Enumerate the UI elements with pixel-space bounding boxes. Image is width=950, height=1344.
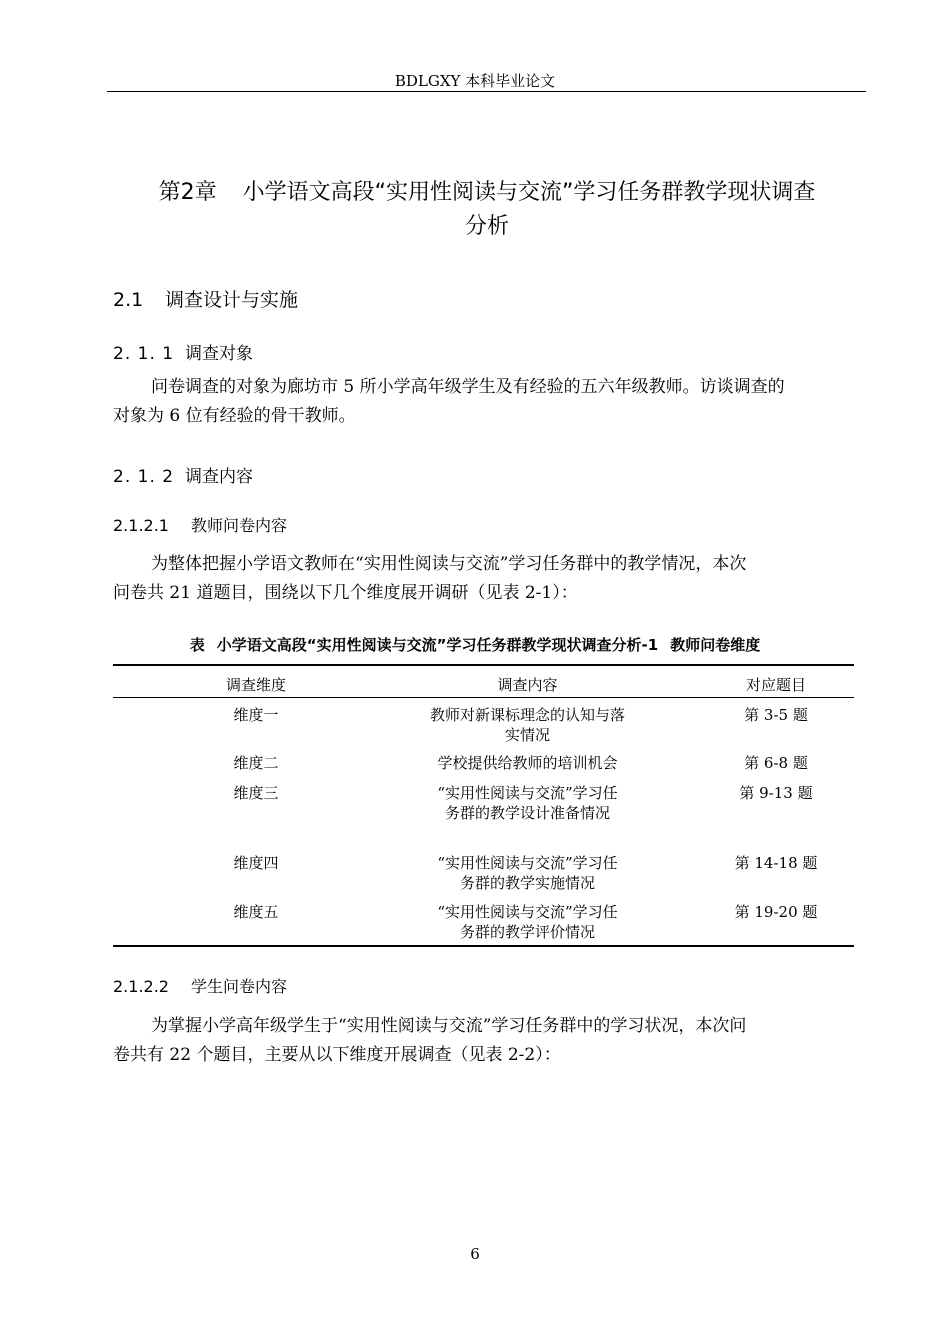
table-cell-dimension: 维度一 [233,706,279,724]
table-cell-content: 教师对新课标理念的认知与落 实情况 [429,706,625,744]
table-header-rule [113,697,854,698]
table-cell-items: 第 19-20 题 [734,903,818,921]
table-cell-items: 第 3-5 题 [744,706,808,724]
paragraph-teacher-questionnaire: 为整体把握小学语文教师在“实用性阅读与交流”学习任务群中的教学情况，本次 问卷共 21 道题目，围绕以下几个维度展开调研（见表 2-1）： [113,554,747,603]
page-number: 6 [470,1245,480,1263]
chapter-title-text: 小学语文高段“实用性阅读与交流”学习任务群教学现状调查 [242,180,816,205]
paragraph-survey-subjects: 问卷调查的对象为廊坊市 5 所小学高年级学生及有经验的五六年级教师。访谈调查的 对象为 6 位有经验的骨干教师。 [113,377,785,426]
table-cell-dimension: 维度二 [233,754,279,772]
table-caption: 表 小学语文高段“实用性阅读与交流”学习任务群教学现状调查分析-1 教师问卷维度 [189,636,761,654]
running-header: BDLGXY 本科毕业论文 [394,72,556,90]
table-cell-dimension: 维度五 [233,903,279,921]
paragraph-student-questionnaire: 为掌握小学高年级学生于“实用性阅读与交流”学习任务群中的学习状况，本次问 卷共有 22 个题目，主要从以下维度开展调查（见表 2-2）： [113,1016,747,1065]
table-cell-items: 第 6-8 题 [744,754,808,772]
chapter-title-line-1 [107,176,867,210]
table-cell-dimension: 维度三 [233,784,279,802]
section-number: 2.1.2.1 [113,516,169,535]
table-header-cell: 对应题目 [745,676,806,694]
section-heading-2-1-2-2 [113,974,287,997]
table-cell-items: 第 14-18 题 [734,854,818,872]
section-title: 调查对象 [185,344,253,364]
section-number: 2.1 [113,289,144,311]
table-cell-dimension: 维度四 [233,854,279,872]
table-cell-content: “实用性阅读与交流”学习任 务群的教学实施情况 [437,854,618,892]
section-number: 2.1.2.2 [113,977,169,996]
section-title: 调查内容 [185,467,253,487]
section-number: 2. 1. 2 [113,467,175,487]
table-cell-items: 第 9-13 题 [739,784,813,802]
chapter-number: 第2章 [158,180,217,205]
table-header-cell: 调查内容 [497,676,558,694]
section-number: 2. 1. 1 [113,344,175,364]
section-title: 调查设计与实施 [165,289,299,311]
table-cell-content: “实用性阅读与交流”学习任 务群的教学评价情况 [437,903,618,941]
section-title: 教师问卷内容 [191,516,288,535]
header-rule [107,91,866,92]
chapter-title-line-2: 分析 [464,214,509,239]
table-cell-content: 学校提供给教师的培训机会 [437,754,618,772]
table-bottom-rule [113,945,854,947]
table-cell-content: “实用性阅读与交流”学习任 务群的教学设计准备情况 [437,784,618,822]
section-heading-2-1-2-1 [113,513,287,536]
table-top-rule [113,664,854,666]
section-title: 学生问卷内容 [191,977,288,996]
section-heading-2-1-1 [113,339,253,364]
chapter-title [107,176,867,244]
table-header-cell: 调查维度 [225,676,286,694]
section-heading-2-1 [113,285,298,312]
section-heading-2-1-2 [113,462,253,487]
